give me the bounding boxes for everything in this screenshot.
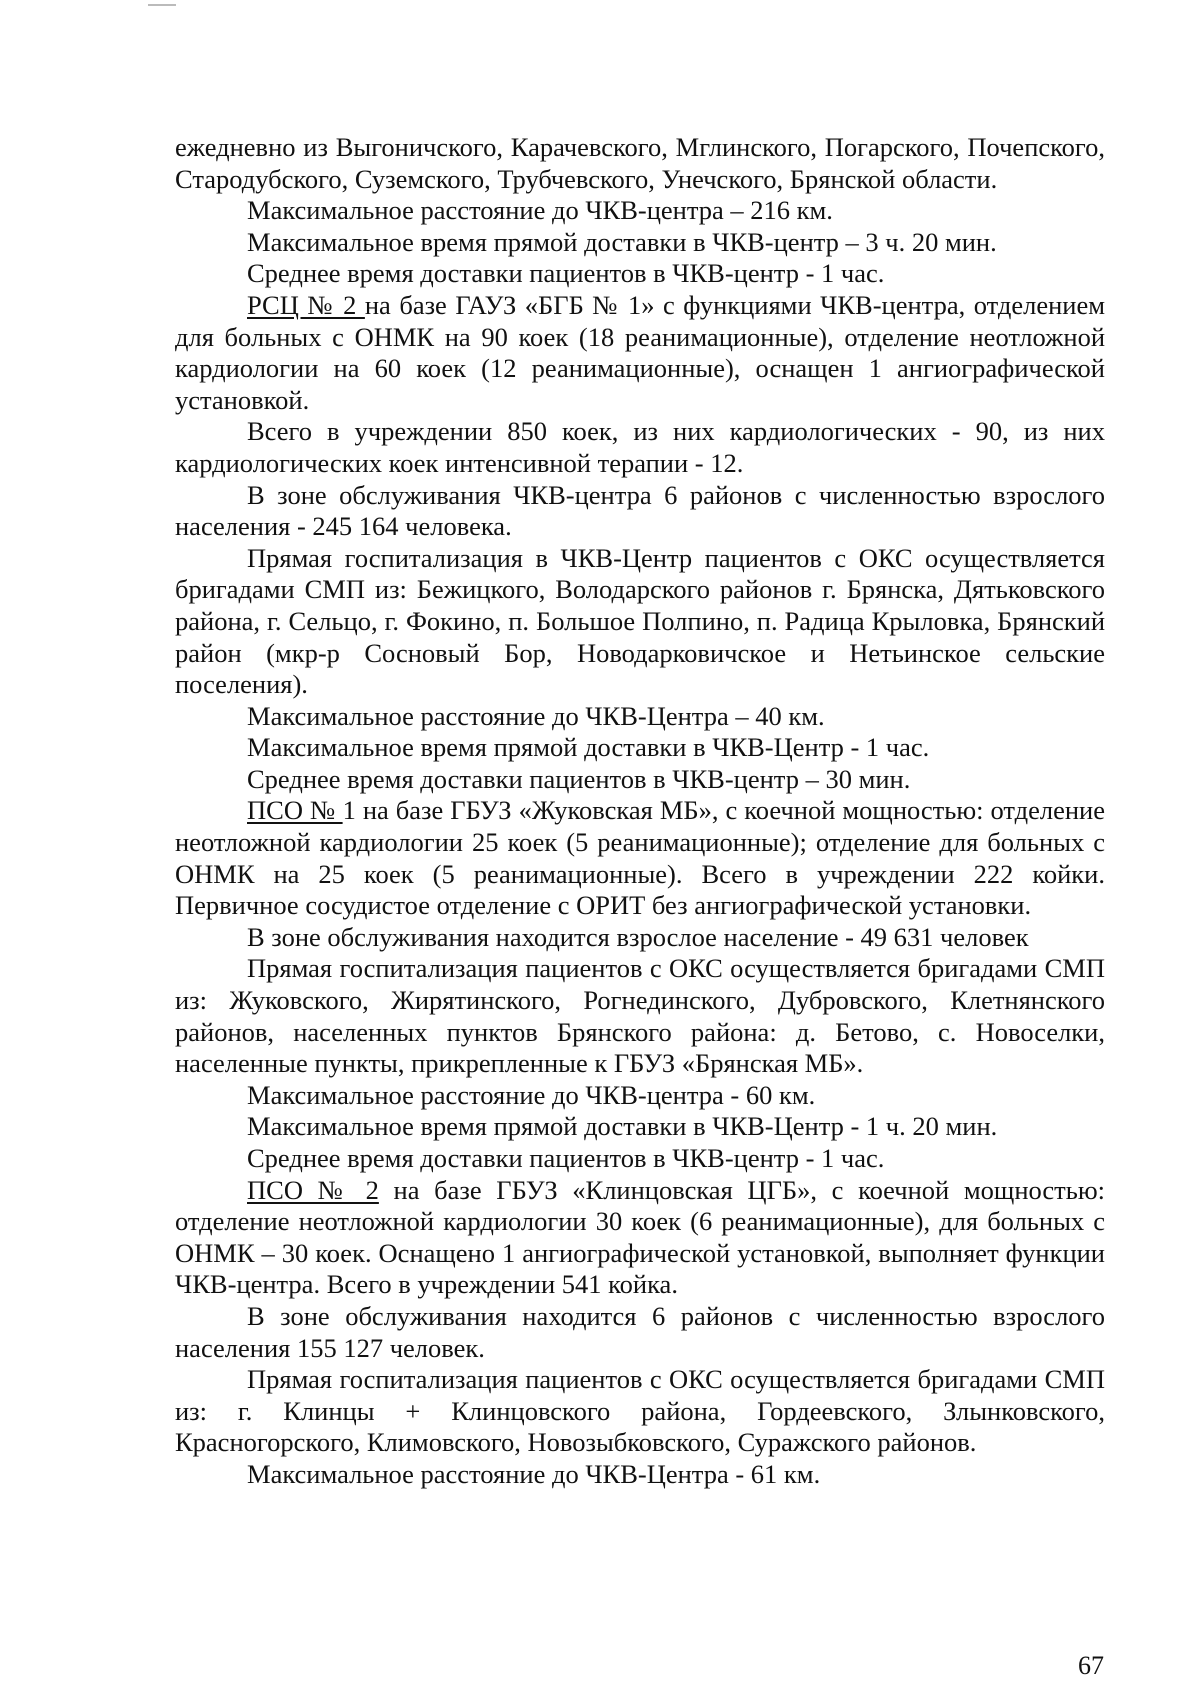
paragraph (175, 1175, 1105, 1301)
paragraph-text: Среднее время доставки пациентов в ЧКВ-центр – 30 мин. (247, 763, 911, 794)
paragraph (175, 227, 1105, 259)
paragraph (175, 1459, 1105, 1491)
paragraph (175, 764, 1105, 796)
paragraph-text: Всего в учреждении 850 коек, из них кардиологических - 90, из них кардиологических коек интенсивной терапии - 12. (175, 416, 1105, 478)
paragraph-text: Прямая госпитализация пациентов с ОКС осуществляется бригадами СМП из: Жуковского, Жирятинского, Рогнединского, Дубровского, Клетнянского районов, населенных пунктов Брянского района: д. Бетово, с. Новоселки, населенные пункты, прикрепленные к ГБУЗ «Брянская МБ». (175, 953, 1105, 1079)
paragraph-text: Максимальное время прямой доставки в ЧКВ-Центр - 1 час. (247, 732, 930, 763)
paragraph (175, 1111, 1105, 1143)
paragraph (175, 132, 1105, 195)
paragraph (175, 543, 1105, 701)
paragraph (175, 701, 1105, 733)
paragraph-text: Среднее время доставки пациентов в ЧКВ-центр - 1 час. (247, 1143, 885, 1173)
paragraph-text: Прямая госпитализация пациентов с ОКС осуществляется бригадами СМП из: г. Клинцы + Клинцовского района, Гордеевского, Злынковского, Красногорского, Климовского, Новозыбковского, Суражского районов. (175, 1364, 1105, 1458)
paragraph (175, 1364, 1105, 1459)
paragraph-text: В зоне обслуживания ЧКВ-центра 6 районов с численностью взрослого населения - 245 164 человека. (175, 479, 1105, 542)
paragraph (175, 732, 1105, 764)
paragraph (175, 416, 1105, 479)
paragraph-text: В зоне обслуживания находится 6 районов с численностью взрослого населения 155 127 человек. (175, 1300, 1105, 1363)
paragraph-text: Максимальное время прямой доставки в ЧКВ-Центр - 1 ч. 20 мин. (247, 1111, 998, 1142)
body-text (175, 132, 1105, 1491)
paragraph-text: 1 на базе ГБУЗ «Жуковская МБ», с коечной мощностью: отделение неотложной кардиологии 25 коек (5 реанимационные); отделение для больных с ОНМК на 25 коек (5 реанимационные). Всего в учреждении 222 койки. Первичное сосудистое отделение с ОРИТ без ангиографической установки. (175, 795, 1105, 921)
paragraph-text: ежедневно из Выгоничского, Карачевского, Мглинского, Погарского, Почепского, Стародубского, Суземского, Трубчевского, Унечского, Брянской области. (175, 132, 1105, 194)
paragraph (175, 258, 1105, 290)
paragraph (175, 1301, 1105, 1364)
paragraph (175, 290, 1105, 416)
paragraph (175, 922, 1105, 954)
scan-artifact (148, 4, 176, 6)
paragraph-text: Максимальное расстояние до ЧКВ-центра – 216 км. (247, 195, 833, 226)
paragraph-text: Максимальное расстояние до ЧКВ-Центра - 61 км. (247, 1458, 821, 1489)
paragraph-text: В зоне обслуживания находится взрослое население - 49 631 человек (247, 921, 1029, 952)
underlined-heading: РСЦ № 2 (247, 289, 365, 320)
underlined-heading: ПСО № (247, 795, 343, 826)
paragraph-text: на базе ГАУЗ «БГБ № 1» с функциями ЧКВ-центра, отделением для больных с ОНМК на 90 коек (18 реанимационные), отделение неотложной кардиологии на 60 коек (12 реанимационные), оснащен 1 ангиографической установкой. (175, 289, 1105, 415)
paragraph-text: Максимальное расстояние до ЧКВ-Центра – 40 км. (247, 700, 825, 731)
paragraph (175, 480, 1105, 543)
paragraph (175, 795, 1105, 921)
paragraph-text: Максимальное расстояние до ЧКВ-центра - 60 км. (247, 1079, 816, 1110)
paragraph-text: Среднее время доставки пациентов в ЧКВ-центр - 1 час. (247, 258, 885, 289)
underlined-heading: ПСО № 2 (247, 1174, 379, 1205)
paragraph (175, 953, 1105, 1079)
paragraph-text: Максимальное время прямой доставки в ЧКВ-центр – 3 ч. 20 мин. (247, 226, 997, 257)
paragraph (175, 1143, 1105, 1175)
paragraph (175, 1080, 1105, 1112)
paragraph (175, 195, 1105, 227)
paragraph-text: Прямая госпитализация в ЧКВ-Центр пациентов с ОКС осуществляется бригадами СМП из: Бежицкого, Володарского районов г. Брянска, Дятьковского района, г. Сельцо, г. Фокино, п. Большое Полпино, п. Радица Крыловка, Брянский район (мкр-р Сосновый Бор, Новодарковичское и Нетьинское сельские поселения). (175, 542, 1105, 700)
paragraph-text: на базе ГБУЗ «Клинцовская ЦГБ», с коечной мощностью: отделение неотложной кардиологии 30 коек (6 реанимационные), для больных с ОНМК – 30 коек. Оснащено 1 ангиографической установкой, выполняет функции ЧКВ-центра. Всего в учреждении 541 койка. (175, 1174, 1106, 1300)
page-number: 67 (1078, 1651, 1104, 1680)
